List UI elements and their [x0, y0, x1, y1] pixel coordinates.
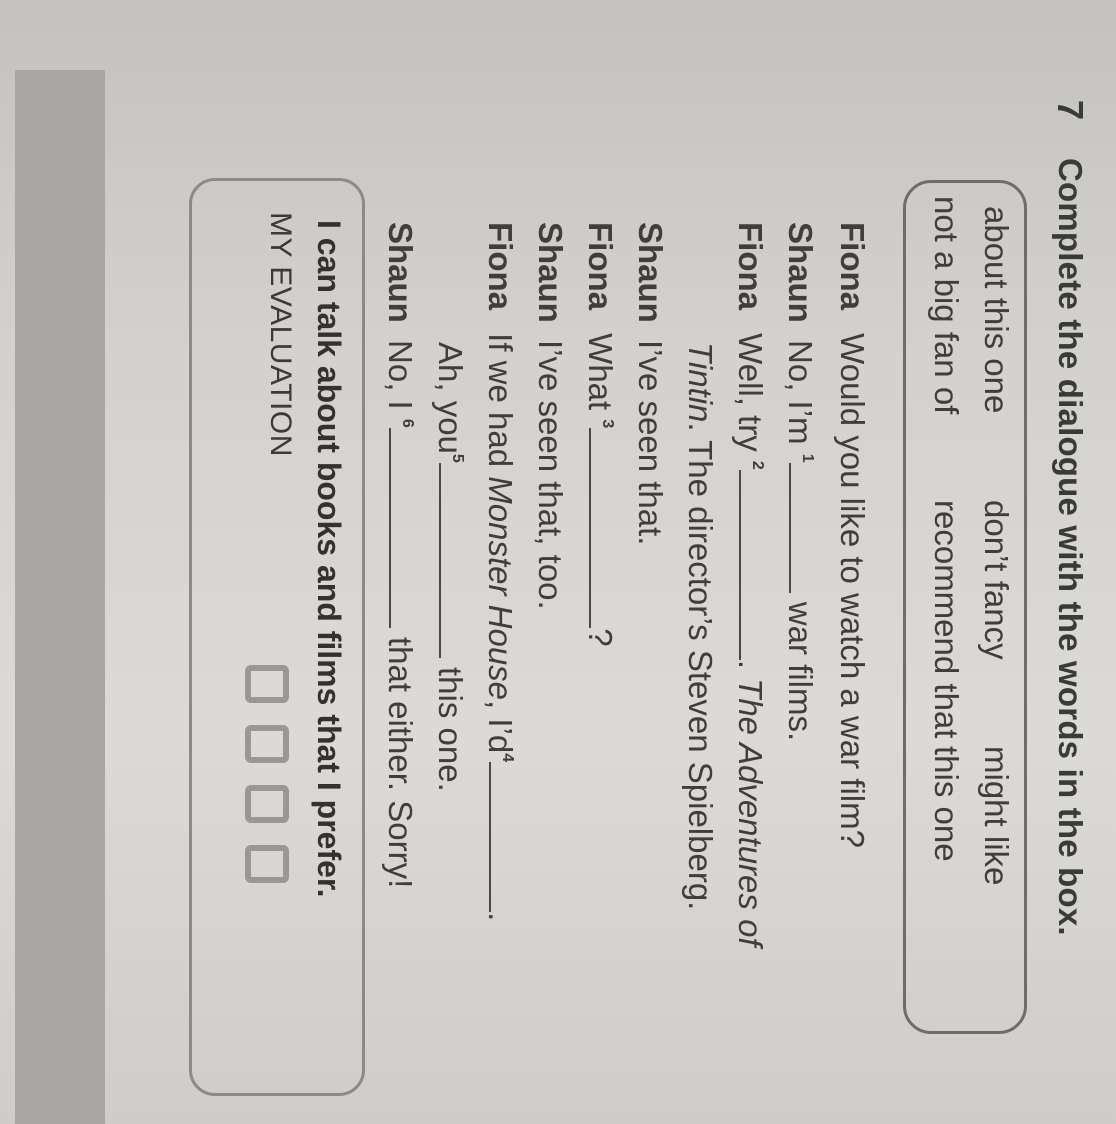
gap-number: 6 — [399, 418, 416, 428]
gap-number: 5 — [449, 453, 466, 463]
can-do-statement: I can talk about books and films that I prefer. — [311, 220, 347, 898]
speaker-name: Fiona — [732, 222, 769, 310]
dialogue-line — [781, 222, 819, 741]
dialogue-line — [381, 222, 419, 888]
line-text: . — [732, 659, 769, 669]
film-title: Tintin — [682, 342, 719, 423]
dialogue-line — [631, 222, 669, 545]
line-text: that either. Sorry! — [382, 636, 419, 889]
gap-number: 3 — [599, 419, 616, 429]
exercise-number: 7 — [1050, 100, 1091, 121]
line-text: What — [582, 333, 619, 411]
line-text: I’ve seen that, too. — [532, 340, 569, 610]
line-text: No, I’m — [782, 340, 819, 445]
line-text: I’ve seen that. — [632, 340, 669, 546]
speaker-name: Fiona — [482, 222, 519, 310]
line-text: Would you like to watch a war film? — [834, 333, 871, 848]
gap-number: 4 — [499, 753, 516, 763]
line-text: , I’d — [482, 700, 519, 754]
evaluation-square[interactable] — [245, 785, 289, 823]
line-text: Ah, you — [432, 342, 469, 454]
dialogue-line — [681, 342, 719, 910]
film-title: Monster House — [482, 476, 519, 701]
speaker-name: Shaun — [782, 222, 819, 323]
word-box-item: might like — [978, 746, 1015, 886]
line-text: ? — [582, 628, 619, 647]
word-box-item: recommend that — [928, 500, 965, 739]
speaker-name: Fiona — [834, 222, 871, 310]
speaker-name: Fiona — [582, 222, 619, 310]
speaker-name: Shaun — [382, 222, 419, 323]
gap-blank-2[interactable] — [739, 470, 769, 660]
dialogue-line — [833, 222, 871, 848]
textbook-page — [15, 70, 1095, 1110]
dialogue-line — [481, 222, 519, 921]
speaker-name: Shaun — [632, 222, 669, 323]
line-text: . — [482, 912, 519, 922]
line-text: No, I — [382, 340, 419, 410]
evaluation-square[interactable] — [245, 665, 289, 703]
dialogue-line — [731, 222, 769, 947]
dialogue-line — [531, 222, 569, 610]
gap-blank-6[interactable] — [389, 428, 419, 628]
gap-number: 2 — [749, 460, 766, 470]
word-box-item: not a big fan of — [928, 196, 965, 415]
gap-blank-5[interactable] — [439, 463, 469, 658]
word-box-item: this one — [928, 746, 965, 862]
line-text: war films. — [782, 601, 819, 742]
background-surface — [15, 70, 105, 1124]
evaluation-square[interactable] — [245, 845, 289, 883]
line-text: Well, try — [732, 333, 769, 452]
gap-blank-4[interactable] — [489, 762, 519, 912]
speaker-name: Shaun — [532, 222, 569, 323]
word-box-item: don’t fancy — [978, 500, 1015, 660]
gap-number: 1 — [799, 453, 816, 463]
line-text: this one. — [432, 667, 469, 792]
gap-blank-1[interactable] — [789, 463, 819, 593]
line-text: If we had — [482, 333, 519, 468]
exercise-instruction: Complete the dialogue with the words in the box. — [1052, 158, 1089, 936]
dialogue-line — [581, 222, 619, 647]
line-text: . The director’s Steven Spielberg. — [682, 422, 719, 911]
dialogue-line — [431, 342, 469, 792]
film-title: The Adventures of — [732, 678, 769, 947]
word-box-item: about this one — [978, 206, 1015, 414]
my-evaluation-label: MY EVALUATION — [264, 212, 297, 457]
gap-blank-3[interactable] — [589, 428, 619, 628]
evaluation-square[interactable] — [245, 725, 289, 763]
